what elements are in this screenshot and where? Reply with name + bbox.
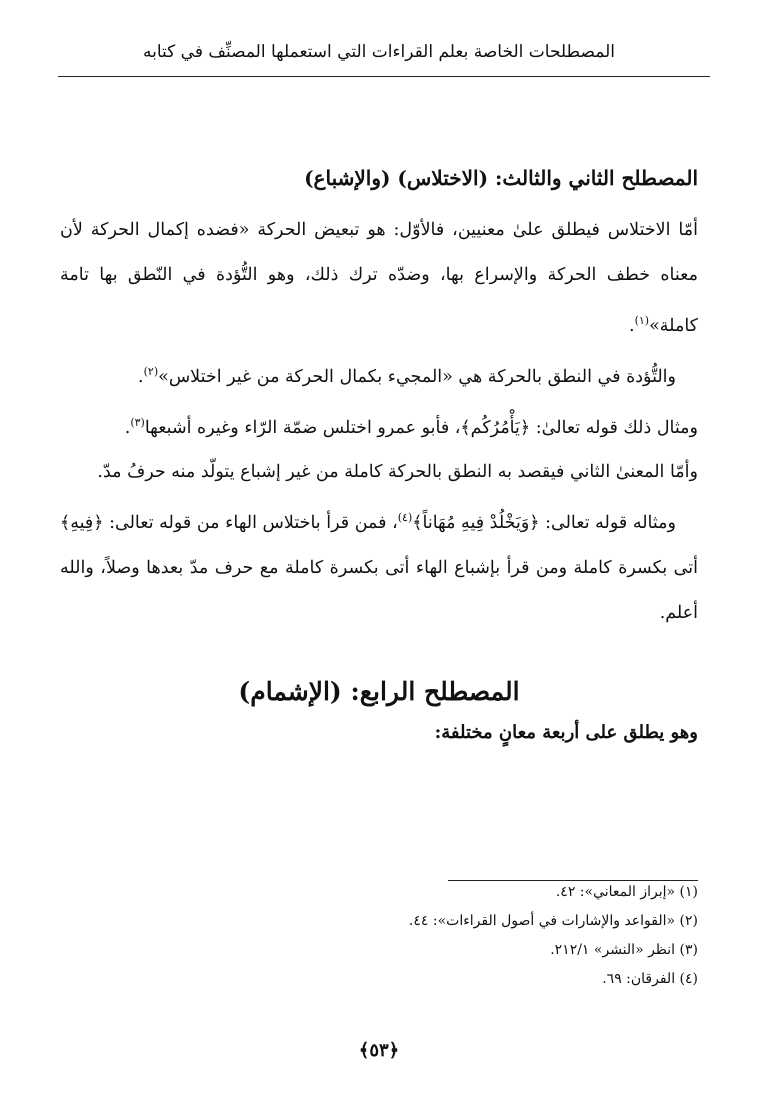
header-rule <box>58 76 710 77</box>
footnote-item: (٤) الفرقان: ٦٩. <box>602 971 698 987</box>
footnote-ref: (٢) <box>143 364 159 378</box>
section-heading-ishmam: المصطلح الرابع: (الإشمام) <box>238 677 520 707</box>
paragraph-text: والتُّؤدة في النطق بالحركة هي «المجيء بكمال الحركة من غير اختلاس» <box>158 366 676 387</box>
paragraph-end: ، فمن قرأ باختلاس الهاء من قوله تعالى: ﴿فِيهِ﴾ أتى بكسرة كاملة ومن قرأ بإشباع الهاء أتى بكسرة كاملة مع حرف مدّ بعدها وصلاً، والله أعلم. <box>60 513 698 624</box>
footnotes-list <box>198 878 698 994</box>
section-subheading: وهو يطلق على أربعة معانٍ مختلفة: <box>434 722 698 744</box>
section-heading-ikhtilas: المصطلح الثاني والثالث: (الاختلاس) (والإشباع) <box>304 166 698 190</box>
paragraph-text: ومثال ذلك قوله تعالىٰ: ﴿يَأْمُرُكُم﴾، فأبو عمرو اختلس ضمّة الرّاء وغيره أشبعها <box>144 417 698 438</box>
footnote-ref: (٤) <box>397 511 413 525</box>
paragraph-text: ومثاله قوله تعالى: ﴿وَيَخْلُدْ فِيهِ مُهَاناً﴾ <box>412 513 676 534</box>
footnote-ref: (١) <box>634 314 650 327</box>
paragraph-3 <box>60 400 698 451</box>
paragraph-text: أمّا الاختلاس فيطلق علىٰ معنيين، فالأوّل: هو تبعيض الحركة «فضده إكمال الحركة لأن معناه خطف الحركة والإسراع بها، وضدّه ترك ذلك، وهو التُّؤدة في النّطق بها تامة كاملة» <box>60 220 698 336</box>
page-body <box>60 158 698 752</box>
paragraph-end: . <box>138 366 144 387</box>
paragraph-end: . <box>124 417 131 438</box>
running-header: المصطلحات الخاصة بعلم القراءات التي استعملها المصنِّف في كتابه <box>143 42 615 62</box>
paragraph-4 <box>60 450 698 495</box>
page-number: ﴿٥٣﴾ <box>358 1040 400 1061</box>
paragraph-5 <box>60 495 698 636</box>
paragraph-2 <box>60 349 698 400</box>
paragraph-text: وأمّا المعنىٰ الثاني فيقصد به النطق بالحركة كاملة من غير إشباع يتولّد منه حرفُ مدّ. <box>97 462 698 483</box>
footnote-item: (٢) «القواعد والإشارات في أصول القراءات»: ٤٤. <box>408 913 698 929</box>
footnote-ref: (٣) <box>130 415 145 429</box>
paragraph-1 <box>60 208 698 349</box>
footnote-item: (٣) انظر «النشر» ٢١٢/١. <box>550 942 698 958</box>
paragraph-end: . <box>628 315 635 336</box>
footnote-item: (١) «إبراز المعاني»: ٤٢. <box>555 884 698 900</box>
